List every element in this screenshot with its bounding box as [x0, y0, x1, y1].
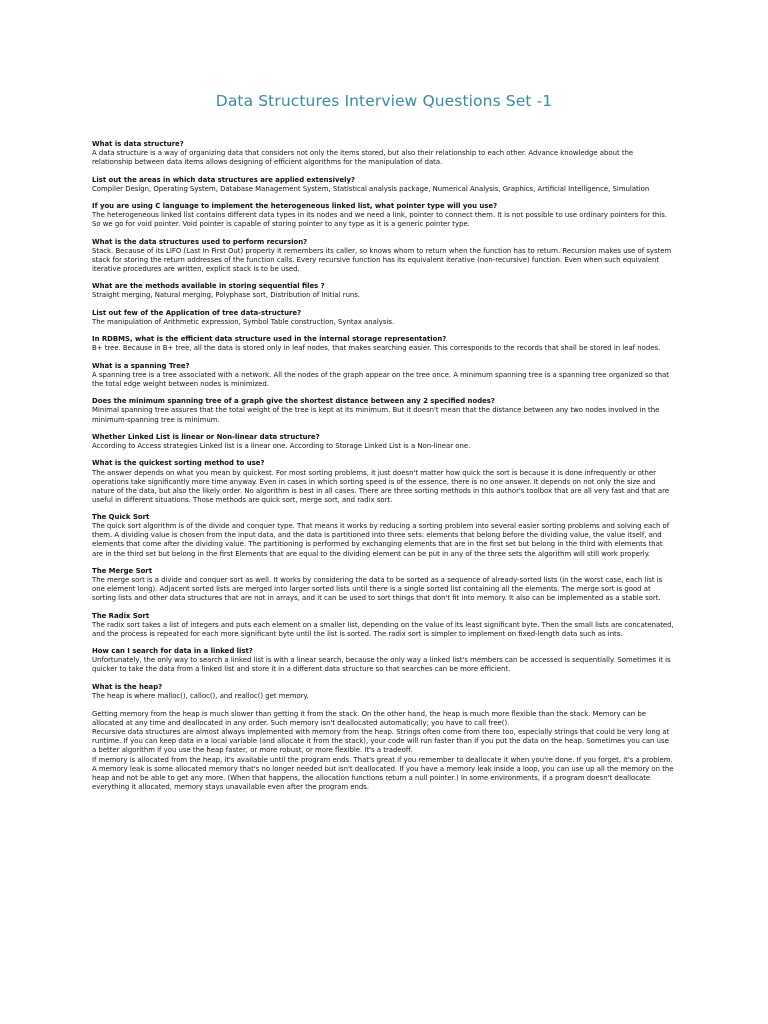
qa-block — [92, 513, 674, 558]
answer-paragraph: A spanning tree is a tree associated with a network. All the nodes of the graph appear on the tree once. A minimum spanning tree is a spanning tree organized so that the total edge weight between nodes is minimized. — [92, 370, 669, 388]
document-body — [92, 140, 674, 800]
answer-paragraph: If memory is allocated from the heap, it's available until the program ends. That's great if you remember to deallocate it when you're done. If you forget, it's a problem. A memory leak is some allocated memory that's no longer needed but isn't deallocated. If you have a memory leak inside a loop, you can use up all the memory on the heap and not be able to get any more. (When that happens, the allocation functions return a null pointer.) In some environments, if a program doesn't deallocate everything it allocated, memory stays unavailable even after the program ends. — [92, 755, 674, 791]
answer-paragraph: Getting memory from the heap is much slower than getting it from the stack. On the other hand, the heap is much more flexible than the stack. Memory can be allocated at any time and deallocated in any order. Such memory isn't deallocated automatically; you have to call free(). — [92, 710, 646, 728]
document-title: Data Structures Interview Questions Set -1 — [215, 92, 553, 110]
question-heading: The Radix Sort — [92, 611, 150, 620]
qa-block — [92, 309, 674, 327]
question-heading: What is the heap? — [92, 682, 163, 691]
answer-paragraph: Unfortunately, the only way to search a linked list is with a linear search, because the only way a linked list's members can be accessed is sequentially. Sometimes it is quicker to take the data from a linked list and store it in a different data structure so that searches can be more efficient. — [92, 656, 671, 674]
answer-text — [92, 406, 674, 424]
answer-paragraph: The radix sort takes a list of integers and puts each element on a smaller list, depending on the value of its least significant byte. Then the small lists are concatenated, and the process is repeated for each more significant byte until the list is sorted. The radix sort is simpler to implement on fixed-length data such as ints. — [92, 620, 674, 638]
answer-text — [92, 211, 674, 229]
qa-block — [92, 397, 674, 424]
answer-paragraph: Recursive data structures are almost always implemented with memory from the heap. Strings often come from there too, especially strings that could be very long at runtime. If you can keep data in a local variable (and allocate it from the stack), your code will run faster than if you put the data on the heap. Sometimes you can use a better algorithm if you use the heap faster, or more robust, or more flexible. It's a tradeoff. — [92, 728, 670, 755]
question-heading: Whether Linked List is linear or Non-linear data structure? — [92, 432, 320, 441]
qa-block — [92, 202, 674, 229]
question-heading: In RDBMS, what is the efficient data structure used in the internal storage representation? — [92, 335, 447, 344]
answer-paragraph: B+ tree. Because in B+ tree, all the data is stored only in leaf nodes, that makes searching easier. This corresponds to the records that shall be stored in leaf nodes. — [92, 344, 661, 353]
question-heading: What is a spanning Tree? — [92, 361, 190, 370]
qa-block — [92, 433, 674, 451]
answer-paragraph: Compiler Design, Operating System, Database Management System, Statistical analysis package, Numerical Analysis, Graphics, Artificial Intelligence, Simulation — [92, 184, 650, 193]
answer-text — [92, 149, 674, 167]
answer-paragraph: The heterogeneous linked list contains different data types in its nodes and we need a link, pointer to connect them. It is not possible to use ordinary pointers for this. So we go for void pointer. Void pointer is capable of storing pointer to any type as it is a generic pointer type. — [92, 211, 667, 229]
answer-text — [92, 692, 674, 701]
answer-text — [92, 371, 674, 389]
answer-text — [92, 344, 674, 353]
question-heading: List out few of the Application of tree data-structure? — [92, 308, 302, 317]
answer-paragraph: The answer depends on what you mean by quickest. For most sorting problems, it just doesn't matter how quick the sort is because it is done infrequently or other operations take significantly more time anyway. Even in cases in which sorting speed is of the essence, there is no one answer. It depends on not only the size and nature of the data, but also the likely order. No algorithm is best in all cases. There are three sorting methods in this author's toolbox that are all very fast and that are useful in different situations. Those methods are quick sort, merge sort, and radix sort. — [92, 468, 670, 504]
qa-block — [92, 176, 674, 194]
question-heading: What is the data structures used to perform recursion? — [92, 237, 308, 246]
qa-block — [92, 647, 674, 674]
answer-text — [92, 442, 674, 451]
question-heading: How can I search for data in a linked list? — [92, 647, 253, 656]
answer-text — [92, 621, 674, 639]
qa-block — [92, 335, 674, 353]
answer-paragraph: The heap is where malloc(), calloc(), and realloc() get memory. — [92, 691, 309, 700]
answer-text — [92, 522, 674, 558]
qa-block — [92, 567, 674, 603]
qa-block — [92, 612, 674, 639]
qa-block — [92, 238, 674, 274]
question-heading: What are the methods available in storing sequential files ? — [92, 282, 325, 291]
answer-text — [92, 291, 674, 300]
qa-block — [92, 362, 674, 389]
qa-block — [92, 459, 674, 504]
answer-paragraph: The merge sort is a divide and conquer sort as well. It works by considering the data to be sorted as a sequence of already-sorted lists (in the worst case, each list is one element long). Adjacent sorted lists are merged into larger sorted lists until there is a single sorted list containing all the elements. The merge sort is good at sorting lists and other data structures that are not in arrays, and it can be used to sort things that don't fit into memory. It also can be implemented as a stable sort. — [92, 576, 663, 603]
answer-paragraph: The quick sort algorithm is of the divide and conquer type. That means it works by reducing a sorting problem into several easier sorting problems and solving each of them. A dividing value is chosen from the input data, and the data is partitioned into three sets: elements that belong before the dividing value, the value itself, and elements that come after the dividing value. The partitioning is performed by exchanging elements that are in the first set but belong in the third with elements that are in the third set but belong in the first Elements that are equal to the dividing element can be put in any of the three sets the algorithm will still work properly. — [92, 522, 670, 558]
answer-paragraph: The manipulation of Arithmetic expression, Symbol Table construction, Syntax analysis. — [92, 317, 395, 326]
question-heading: What is the quickest sorting method to use? — [92, 459, 265, 468]
answer-text — [92, 576, 674, 603]
answer-paragraph: According to Access strategies Linked list is a linear one. According to Storage Linked List is a Non-linear one. — [92, 442, 471, 451]
answer-paragraph: Minimal spanning tree assures that the total weight of the tree is kept at its minimum. But it doesn't mean that the distance between any two nodes involved in the minimum-spanning tree is minimum. — [92, 406, 660, 424]
qa-block — [92, 683, 674, 792]
answer-text — [92, 318, 674, 327]
answer-text — [92, 656, 674, 674]
answer-paragraph: Stack. Because of its LIFO (Last In First Out) property it remembers its caller, so knows whom to return when the function has to return. Recursion makes use of system stack for storing the return addresses of the function calls. Every recursive function has its equivalent iterative (non-recursive) function. Even when such equivalent iterative procedures are written, explicit stack is to be used. — [92, 246, 672, 273]
question-heading: The Quick Sort — [92, 513, 150, 522]
answer-text — [92, 469, 674, 505]
question-heading: The Merge Sort — [92, 566, 153, 575]
qa-block — [92, 282, 674, 300]
answer-text — [92, 247, 674, 274]
question-heading: What is data structure? — [92, 140, 184, 148]
question-heading: If you are using C language to implement the heterogeneous linked list, what pointer type will you use? — [92, 202, 498, 211]
answer-paragraph: A data structure is a way of organizing data that considers not only the items stored, but also their relationship to each other. Advance knowledge about the relationship between data items allows designing of efficient algorithms for the manipulation of data. — [92, 149, 634, 167]
question-heading: Does the minimum spanning tree of a graph give the shortest distance between any 2 specified nodes? — [92, 397, 495, 406]
qa-block — [92, 140, 674, 167]
answer-paragraph: Straight merging, Natural merging, Polyphase sort, Distribution of Initial runs. — [92, 291, 361, 300]
question-heading: List out the areas in which data structures are applied extensively? — [92, 175, 356, 184]
answer-text — [92, 185, 674, 194]
